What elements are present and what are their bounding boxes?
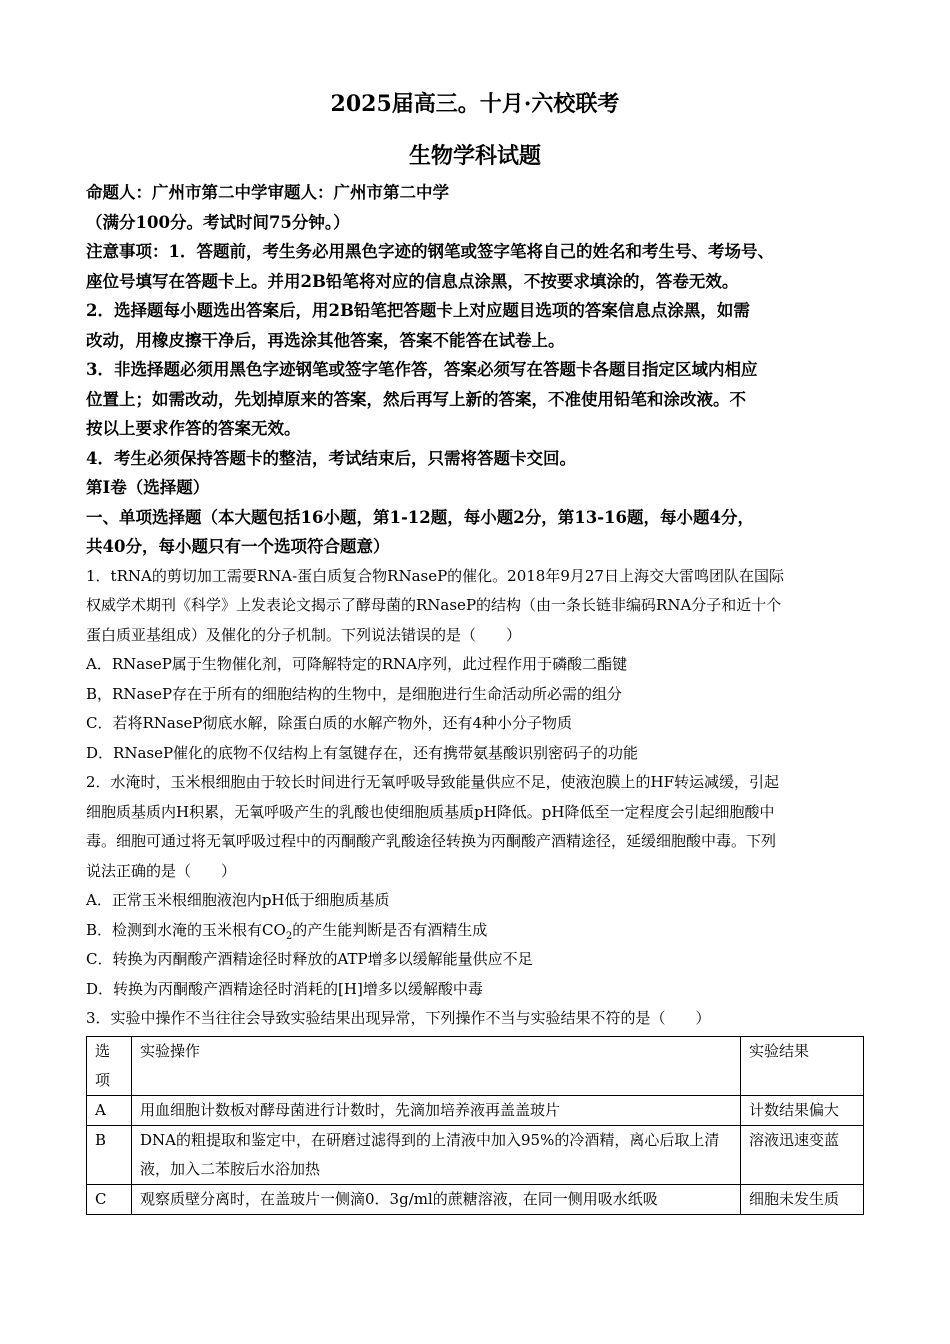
header-option: 选项 <box>87 1036 132 1095</box>
note-line: 按以上要求作答的答案无效。 <box>86 419 301 438</box>
note-line: 注意事项：1．答题前，考生务必用黑色字迹的钢笔或签字笔将自己的姓名和考生号、考场号、 <box>86 242 774 261</box>
note-line: 改动，用橡皮擦干净后，再选涂其他答案，答案不能答在试卷上。 <box>86 330 565 350</box>
co2-subscript: 2 <box>285 930 293 942</box>
part-heading: 一、单项选择题（本大题包括16小题，第1-12题，每小题2分，第13-16题，每小题4分， <box>86 507 754 527</box>
authors-line: 命题人：广州市第二中学审题人：广州市第二中学 <box>86 183 449 202</box>
question-1-option-b: B，RNaseP存在于所有的细胞结构的生物中，是细胞进行生命活动所必需的组分 <box>86 684 623 703</box>
question-2-stem: 2．水淹时，玉米根细胞由于较长时间进行无氧呼吸导致能量供应不足，使液泡膜上的HF转运减缓，引起 <box>86 773 780 791</box>
question-2-stem: 毒。细胞可通过将无氧呼吸过程中的丙酮酸产乳酸途径转换为丙酮酸产酒精途径，延缓细胞酸中毒。下列 <box>86 832 777 850</box>
row-result: 计数结果偏大 <box>741 1095 864 1125</box>
table-row <box>87 1184 864 1214</box>
row-operation: 观察质壁分离时，在盖玻片一侧滴0．3g/ml的蔗糖溶液，在同一侧用吸水纸吸 <box>132 1184 741 1214</box>
question-2-stem: 细胞质基质内H积累，无氧呼吸产生的乳酸也使细胞质基质pH降低。pH降低至一定程度会引起细胞酸中 <box>86 802 775 821</box>
header-operation: 实验操作 <box>132 1036 741 1095</box>
table-row <box>87 1095 864 1125</box>
subject-title: 生物学科试题 <box>408 143 541 169</box>
row-option: C <box>87 1184 132 1214</box>
exam-title: 2025届高三。十月·六校联考 <box>330 91 620 117</box>
question-3-stem: 3．实验中操作不当往往会导致实验结果出现异常，下列操作不当与实验结果不符的是（ ） <box>86 1009 711 1027</box>
row-operation: 用血细胞计数板对酵母菌进行计数时，先滴加培养液再盖盖玻片 <box>132 1095 741 1125</box>
question-1-option-a: A．RNaseP属于生物催化剂，可降解特定的RNA序列，此过程作用于磷酸二酯键 <box>86 655 628 673</box>
question-2-option-a: A．正常玉米根细胞液泡内pH低于细胞质基质 <box>86 891 390 909</box>
row-result: 细胞未发生质 <box>741 1184 864 1214</box>
question-2-stem: 说法正确的是（ ） <box>86 861 237 880</box>
question-2-option-c: C．转换为丙酮酸产酒精途径时释放的ATP增多以缓解能量供应不足 <box>86 950 533 968</box>
row-result: 溶液迅速变蓝 <box>741 1125 864 1184</box>
row-option: A <box>87 1095 132 1125</box>
header-result: 实验结果 <box>741 1036 864 1095</box>
note-line: 4．考生必须保持答题卡的整洁，考试结束后，只需将答题卡交回。 <box>86 448 576 468</box>
note-line: 3．非选择题必须用黑色字迹钢笔或签字笔作答，答案必须写在答题卡各题目指定区域内相应 <box>86 360 758 379</box>
score-time-line: （满分100分。考试时间75分钟。） <box>86 212 350 232</box>
question-1-option-c: C．若将RNaseP彻底水解，除蛋白质的水解产物外，还有4种小分子物质 <box>86 714 573 732</box>
experiment-table <box>86 1036 864 1215</box>
question-1-stem: 1．tRNA的剪切加工需要RNA-蛋白质复合物RNaseP的催化。2018年9月27日上海交大雷鸣团队在国际 <box>86 566 784 585</box>
table-row <box>87 1125 864 1184</box>
question-1-stem: 蛋白质亚基组成）及催化的分子机制。下列说法错误的是（ ） <box>86 625 522 644</box>
note-line: 座位号填写在答题卡上。并用2B铅笔将对应的信息点涂黑，不按要求填涂的，答卷无效。 <box>86 271 739 291</box>
option-b-text: B．检测到水淹的玉米根有CO <box>86 920 286 939</box>
table-header-row <box>87 1036 864 1095</box>
note-line: 2．选择题每小题选出答案后，用2B铅笔把答题卡上对应题目选项的答案信息点涂黑，如需 <box>86 301 750 320</box>
note-line: 位置上；如需改动，先划掉原来的答案，然后再写上新的答案，不准使用铅笔和涂改液。不 <box>86 389 746 409</box>
volume-heading: 第I卷（选择题） <box>86 478 210 497</box>
question-2-option-b <box>86 916 864 946</box>
part-heading: 共40分，每小题只有一个选项符合题意） <box>86 537 390 556</box>
row-operation: DNA的粗提取和鉴定中，在研磨过滤得到的上清液中加入95%的冷酒精，离心后取上清液，加入二苯胺后水浴加热 <box>132 1125 741 1184</box>
question-2-option-d: D．转换为丙酮酸产酒精途径时消耗的[H]增多以缓解酸中毒 <box>86 979 483 998</box>
question-1-stem: 权威学术期刊《科学》上发表论文揭示了酵母菌的RNaseP的结构（由一条长链非编码RNA分子和近十个 <box>86 596 782 614</box>
exam-page <box>86 86 864 1215</box>
row-option: B <box>87 1125 132 1184</box>
option-b-text: 的产生能判断是否有酒精生成 <box>292 920 488 939</box>
question-1-option-d: D．RNaseP催化的底物不仅结构上有氢键存在，还有携带氨基酸识别密码子的功能 <box>86 743 639 762</box>
